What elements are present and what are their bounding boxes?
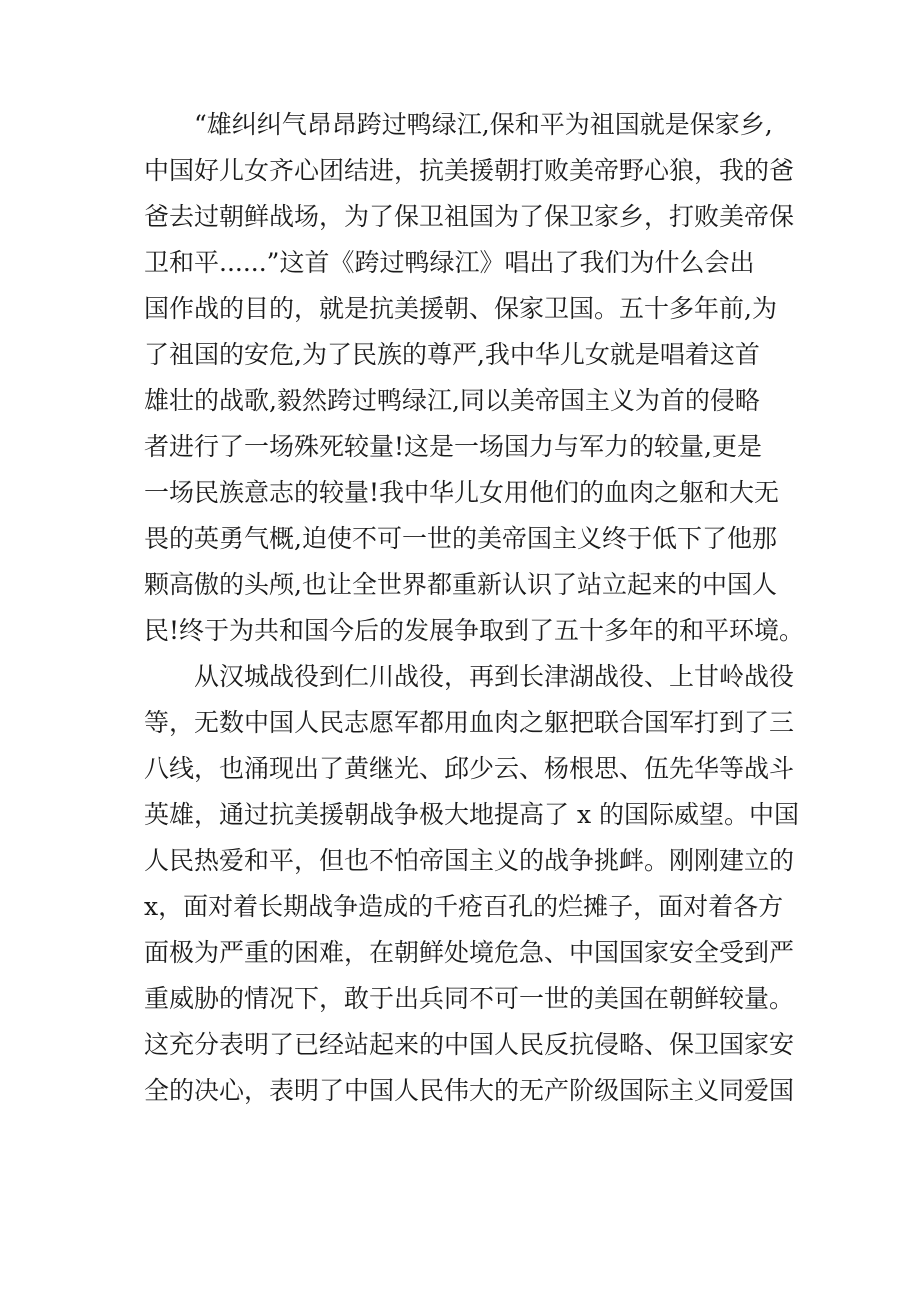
paragraph-1-line-6: 了祖国的安危,为了民族的尊严,我中华儿女就是唱着这首 bbox=[144, 340, 760, 369]
paragraph-1-line-4: 卫和平......”这首《跨过鸭绿江》唱出了我们为什么会出 bbox=[144, 248, 755, 277]
paragraph-1-line-5: 国作战的目的，就是抗美援朝、保家卫国。五十多年前,为 bbox=[144, 294, 777, 323]
paragraph-2-line-6: x，面对着长期战争造成的千疮百孔的烂摊子，面对着各方 bbox=[144, 892, 784, 921]
paragraph-2-line-5: 人民热爱和平，但也不怕帝国主义的战争挑衅。刚刚建立的 bbox=[144, 846, 795, 875]
paragraph-1-line-2: 中国好儿女齐心团结进，抗美援朝打败美帝野心狼，我的爸 bbox=[144, 156, 795, 185]
paragraph-2-line-3: 八线，也涌现出了黄继光、邱少云、杨根思、伍先华等战斗 bbox=[144, 754, 795, 783]
paragraph-1-line-11: 颗高傲的头颅,也让全世界都重新认识了站立起来的中国人 bbox=[144, 570, 777, 599]
paragraph-1-line-12: 民!终于为共和国今后的发展争取到了五十多年的和平环境。 bbox=[144, 616, 805, 645]
paragraph-2-line-4: 英雄，通过抗美援朝战争极大地提高了 x 的国际威望。中国 bbox=[144, 800, 799, 829]
paragraph-2-line-8: 重威胁的情况下，敢于出兵同不可一世的美国在朝鲜较量。 bbox=[144, 984, 795, 1013]
paragraph-2-line-2: 等，无数中国人民志愿军都用血肉之躯把联合国军打到了三 bbox=[144, 708, 795, 737]
paragraph-1-line-9: 一场民族意志的较量!我中华儿女用他们的血肉之躯和大无 bbox=[144, 478, 780, 507]
document-body bbox=[144, 102, 805, 1114]
paragraph-2-line-10: 全的决心，表明了中国人民伟大的无产阶级国际主义同爱国 bbox=[144, 1076, 795, 1105]
paragraph-1-line-7: 雄壮的战歌,毅然跨过鸭绿江,同以美帝国主义为首的侵略 bbox=[144, 386, 760, 415]
paragraph-2-line-9: 这充分表明了已经站起来的中国人民反抗侵略、保卫国家安 bbox=[144, 1030, 795, 1059]
paragraph-1-line-3: 爸去过朝鲜战场，为了保卫祖国为了保卫家乡，打败美帝保 bbox=[144, 202, 795, 231]
paragraph-1-line-8: 者进行了一场殊死较量!这是一场国力与军力的较量,更是 bbox=[144, 432, 762, 461]
paragraph-2-line-7: 面极为严重的困难，在朝鲜处境危急、中国国家安全受到严 bbox=[144, 938, 795, 967]
paragraph-1-line-1: “雄纠纠气昂昂跨过鸭绿江,保和平为祖国就是保家乡, bbox=[194, 110, 773, 139]
paragraph-1-line-10: 畏的英勇气概,迫使不可一世的美帝国主义终于低下了他那 bbox=[144, 524, 777, 553]
paragraph-2-line-1: 从汉城战役到仁川战役，再到长津湖战役、上甘岭战役 bbox=[194, 662, 795, 691]
